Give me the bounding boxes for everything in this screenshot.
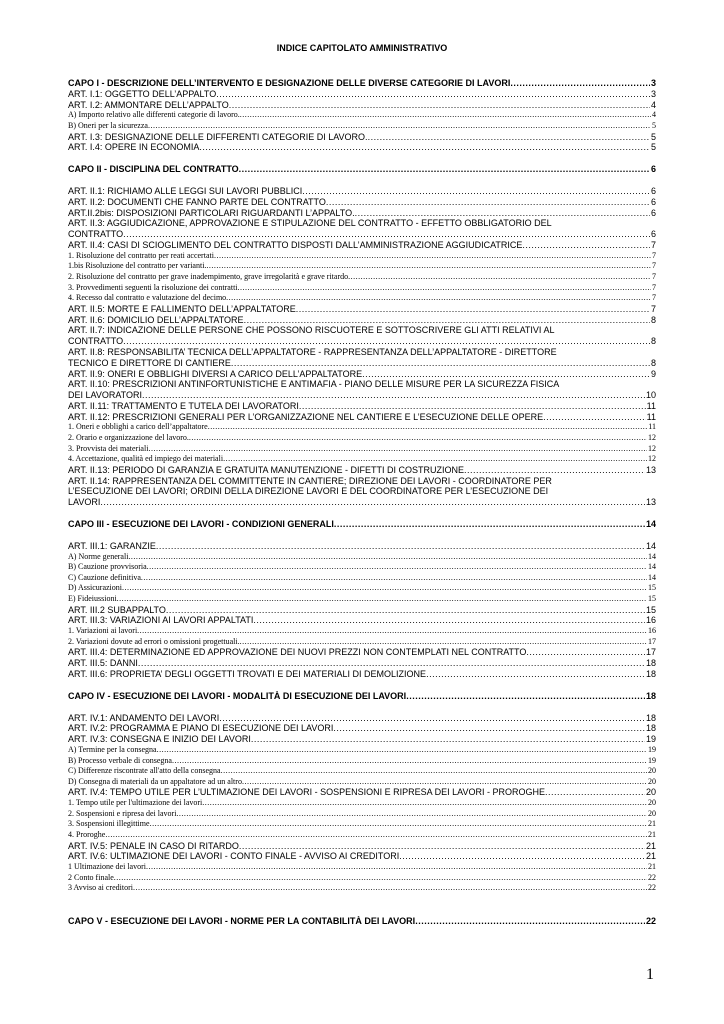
toc-subsection: 4. Recesso dal contratto e valutazione del decimo ..... 7 — [68, 293, 656, 304]
toc-article: ART. II.1: RICHIAMO ALLE LEGGI SUI LAVORI PUBBLICI ..... 6 — [68, 186, 656, 197]
toc-subsection: C) Differenze riscontrate all'atto della consegna ..... 20 — [68, 766, 656, 777]
toc-article: ART. III.3: VARIAZIONI AI LAVORI APPALTATI ..... 16 — [68, 615, 656, 626]
toc-article-line2: CONTRATTO ..... 8 — [68, 336, 656, 347]
toc-article: ART. III.1: GARANZIE ..... 14 — [68, 541, 656, 552]
toc-article: ART. II.9: ONERI E OBBLIGHI DIVERSI A CARICO DELL’APPALTATORE ..... 9 — [68, 369, 656, 380]
toc-article-line1: ART. II.10: PRESCRIZIONI ANTINFORTUNISTICHE E ANTIMAFIA - PIANO DELLE MISURE PER LA SICUREZZA FISICA — [68, 379, 560, 390]
toc-article: ART. III.2 SUBAPPALTO ..... 15 — [68, 605, 656, 616]
toc-subsection: 4. Proroghe ..... 21 — [68, 830, 656, 841]
toc-article: ART. III.4: DETERMINAZIONE ED APPROVAZIONE DEI NUOVI PREZZI NON CONTEMPLATI NEL CONTRATTO ..... 17 — [68, 647, 656, 658]
toc-subsection: 2. Sospensioni e ripresa dei lavori ..... 20 — [68, 809, 656, 820]
toc-article: ART. IV.4: TEMPO UTILE PER L’ULTIMAZIONE DEI LAVORI - SOSPENSIONI E RIPRESA DEI LAVORI - PROROGHE ..... 20 — [68, 787, 656, 798]
toc-subsection: D) Assicurazioni ..... 15 — [68, 583, 656, 594]
toc-subsection: D) Consegna di materiali da un appaltatore ad un altro ..... 20 — [68, 777, 656, 788]
toc-subsection: 4. Accettazione, qualità ed impiego dei materiali ..... 12 — [68, 454, 656, 465]
toc-article: ART. I.4: OPERE IN ECONOMIA ..... 5 — [68, 142, 656, 153]
toc-subsection: C) Cauzione definitiva ..... 14 — [68, 573, 656, 584]
toc-article-line1: ART. II.7: INDICAZIONE DELLE PERSONE CHE POSSONO RISCUOTERE E SOTTOSCRIVERE GLI ATTI RELATIVI AL — [68, 325, 555, 336]
toc-chapter: CAPO IV - ESECUZIONE DEI LAVORI - MODALITÀ DI ESECUZIONE DEI LAVORI ..... 18 — [68, 691, 656, 702]
toc-subsection: 1 Ultimazione dei lavori ..... 21 — [68, 862, 656, 873]
toc-subsection: 1. Oneri e obblighi a carico dell’appaltatore ..... 11 — [68, 422, 656, 433]
toc-article: ART. I.3: DESIGNAZIONE DELLE DIFFERENTI CATEGORIE DI LAVORO. ..... 5 — [68, 132, 656, 143]
toc-subsection: 1. Variazioni ai lavori ..... 16 — [68, 626, 656, 637]
toc-subsection: 3. Sospensioni illegittime ..... 21 — [68, 819, 656, 830]
toc-subsection: 2. Orario e organizzazione del lavoro. ..... 12 — [68, 433, 656, 444]
toc-subsection: 1. Tempo utile per l'ultimazione dei lavori ..... 20 — [68, 798, 656, 809]
toc-subsection: 2 Conto finale ..... 22 — [68, 873, 656, 884]
toc-article-line1: ART. II.14: RAPPRESENTANZA DEL COMMITTENTE IN CANTIERE; DIREZIONE DEI LAVORI - COORDINATORE PER — [68, 475, 552, 486]
toc-article: ART. III.6: PROPRIETA’ DEGLI OGGETTI TROVATI E DEI MATERIALI DI DEMOLIZIONE ..... 18 — [68, 669, 656, 680]
toc-article-line3: LAVORI ..... 13 — [68, 497, 656, 508]
toc-article: ART. II.12: PRESCRIZIONI GENERALI PER L’ORGANIZZAZIONE NEL CANTIERE E L’ESECUZIONE DELLE OPERE ..... 11 — [68, 412, 656, 423]
toc-subsection: 3. Provvedimenti seguenti la risoluzione dei contratti ..... 7 — [68, 283, 656, 294]
page-number: 1 — [646, 966, 654, 983]
toc-article: ART. II.4: CASI DI SCIOGLIMENTO DEL CONTRATTO DISPOSTI DALL’AMMINISTRAZIONE AGGIUDICATRICE ..... 7 — [68, 240, 656, 251]
toc-subsection: A) Importo relativo alle differenti categorie di lavoro. ..... 4 — [68, 110, 656, 121]
toc-article: ART. IV.6: ULTIMAZIONE DEI LAVORI - CONTO FINALE - AVVISO AI CREDITORI ..... 21 — [68, 851, 656, 862]
toc-subsection: 2. Variazioni dovute ad errori o omissioni progettuali. ..... 17 — [68, 637, 656, 648]
toc-article: ART. II.11: TRATTAMENTO E TUTELA DEI LAVORATORI ..... 11 — [68, 401, 656, 412]
toc-article-line2: L’ESECUZIONE DEI LAVORI; ORDINI DELLA DIREZIONE LAVORI E DEL COORDINATORE PER L’ESECUZIONE DEI — [68, 486, 549, 497]
toc-article: ART. II.6: DOMICILIO DELL’APPALTATORE ..... 8 — [68, 315, 656, 326]
toc-subsection: E) Fideiussioni ..... 15 — [68, 594, 656, 605]
toc-chapter: CAPO V - ESECUZIONE DEI LAVORI - NORME PER LA CONTABILITÀ DEI LAVORI ..... 22 — [68, 916, 656, 927]
toc-article-line2: CONTRATTO ..... 6 — [68, 229, 656, 240]
toc-article: ART. IV.2: PROGRAMMA E PIANO DI ESECUZIONE DEI LAVORI ..... 18 — [68, 723, 656, 734]
toc-article: ART. II.13: PERIODO DI GARANZIA E GRATUITA MANUTENZIONE - DIFETTI DI COSTRUZIONE ..... 13 — [68, 465, 656, 476]
toc-article-line2: DEI LAVORATORI ..... 10 — [68, 390, 656, 401]
table-of-contents — [68, 78, 656, 927]
toc-article: ART. III.5: DANNI ..... 18 — [68, 658, 656, 669]
toc-article-line2: TECNICO E DIRETTORE DI CANTIERE ..... 8 — [68, 358, 656, 369]
toc-article: ART.II.2bis: DISPOSIZIONI PARTICOLARI RIGUARDANTI L’APPALTO. ..... 6 — [68, 208, 656, 219]
toc-subsection: 2. Risoluzione del contratto per grave inadempimento, grave irregolarità e grave ritardo ..... 7 — [68, 272, 656, 283]
toc-article: ART. II.5: MORTE E FALLIMENTO DELL’APPALTATORE ..... 7 — [68, 304, 656, 315]
page-title: INDICE CAPITOLATO AMMINISTRATIVO — [276, 43, 448, 53]
toc-article: ART. IV.1: ANDAMENTO DEI LAVORI ..... 18 — [68, 713, 656, 724]
toc-chapter: CAPO III - ESECUZIONE DEI LAVORI - CONDIZIONI GENERALI ..... 14 — [68, 519, 656, 530]
toc-subsection: B) Oneri per la sicurezza ..... 5 — [68, 121, 656, 132]
toc-article: ART. I.2: AMMONTARE DELL’APPALTO ..... 4 — [68, 100, 656, 111]
toc-subsection: 3. Provvista dei materiali ..... 12 — [68, 444, 656, 455]
toc-subsection: A) Norme generali ..... 14 — [68, 552, 656, 563]
toc-subsection: 3 Avviso ai creditori ..... 22 — [68, 883, 656, 894]
toc-chapter: CAPO I - DESCRIZIONE DELL’INTERVENTO E DESIGNAZIONE DELLE DIVERSE CATEGORIE DI LAVORI ..... 3 — [68, 78, 656, 89]
toc-article: ART. IV.5: PENALE IN CASO DI RITARDO ..... 21 — [68, 841, 656, 852]
toc-article-line1: ART. II.3: AGGIUDICAZIONE, APPROVAZIONE E STIPULAZIONE DEL CONTRATTO - EFFETTO OBBLIGATORIO DEL — [68, 218, 552, 229]
toc-subsection: A) Termine per la consegna ..... 19 — [68, 745, 656, 756]
toc-subsection: 1.bis Risoluzione del contratto per varianti. ..... 7 — [68, 261, 656, 272]
toc-article: ART. IV.3: CONSEGNA E INIZIO DEI LAVORI ..... 19 — [68, 734, 656, 745]
toc-article: ART. II.2: DOCUMENTI CHE FANNO PARTE DEL CONTRATTO ..... 6 — [68, 197, 656, 208]
toc-article-line1: ART. II.8: RESPONSABILITA’ TECNICA DELL’APPALTATORE - RAPPRESENTANZA DELL’APPALTATORE - DIRETTORE — [68, 346, 557, 357]
toc-article: ART. I.1: OGGETTO DELL’APPALTO ..... 3 — [68, 89, 656, 100]
toc-subsection: B) Cauzione provvisoria ..... 14 — [68, 562, 656, 573]
toc-subsection: 1. Risoluzione del contratto per reati accertati ..... 7 — [68, 251, 656, 262]
toc-subsection: B) Processo verbale di consegna ..... 19 — [68, 756, 656, 767]
toc-chapter: CAPO II - DISCIPLINA DEL CONTRATTO ..... 6 — [68, 164, 656, 175]
